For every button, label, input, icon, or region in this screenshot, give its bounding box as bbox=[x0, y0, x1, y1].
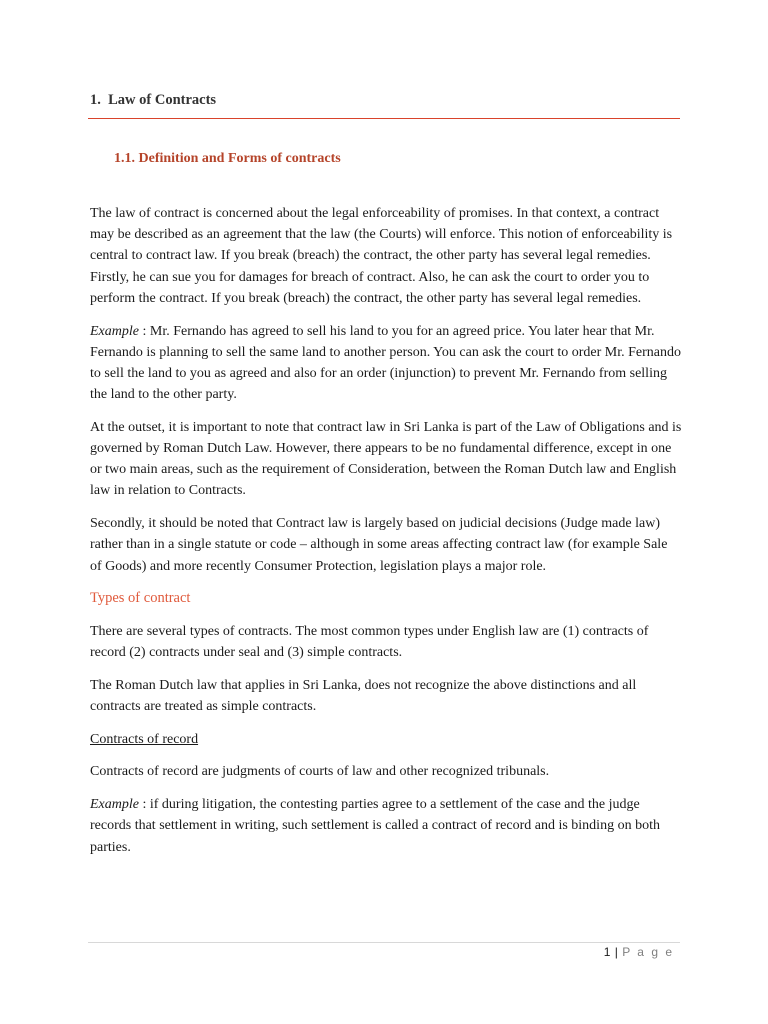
example-label: Example bbox=[90, 797, 139, 813]
example-text: : Mr. Fernando has agreed to sell his land to you for an agreed price. You later hear that Mr. Fernando is planning to sell the same land to another person. You can ask the court to order Mr. Fernando to sell the land to you as agreed and also for an order (injunction) to prevent Mr. Fernando from selling the land to the other party. bbox=[90, 323, 681, 403]
paragraph-record-definition: Contracts of record are judgments of courts of law and other recognized tribunals. bbox=[90, 764, 550, 780]
contracts-of-record-heading: Contracts of record bbox=[90, 731, 199, 747]
paragraph-sri-lanka-law: At the outset, it is important to note that contract law in Sri Lanka is part of the Law of Obligations and is governed by Roman Dutch Law. However, there appears to be no fundamental difference, except in one or two main areas, such as the requirement of Consideration, between the Roman Dutch law and English law in relation to Contracts. bbox=[90, 419, 682, 499]
section-heading bbox=[90, 92, 216, 109]
paragraph-roman-dutch: The Roman Dutch law that applies in Sri Lanka, does not recognize the above distinctions and all contracts are treated as simple contracts. bbox=[90, 677, 637, 715]
paragraph-example-fernando bbox=[90, 321, 682, 406]
page-word: P a g e bbox=[622, 945, 674, 959]
page-number: 1 bbox=[603, 945, 611, 959]
footer-rule bbox=[88, 942, 680, 943]
types-of-contract-heading: Types of contract bbox=[90, 590, 191, 607]
example-label: Example bbox=[90, 323, 139, 339]
paragraph-example-litigation bbox=[90, 794, 682, 858]
section-number: 1. bbox=[90, 92, 101, 108]
page-footer bbox=[604, 945, 674, 959]
paragraph-types: There are several types of contracts. The most common types under English law are (1) contracts of record (2) contracts under seal and (3) simple contracts. bbox=[90, 623, 649, 661]
page-separator: | bbox=[614, 945, 619, 959]
heading-rule bbox=[88, 118, 680, 119]
paragraph-judicial-decisions: Secondly, it should be noted that Contract law is largely based on judicial decisions (Judge made law) rather than in a single statute or code – although in some areas affecting contract law (for example Sale of Goods) and more recently Consumer Protection, legislation plays a major role. bbox=[90, 516, 668, 574]
example-text: : if during litigation, the contesting parties agree to a settlement of the case and the judge records that settlement in writing, such settlement is called a contract of record and is binding on both parties. bbox=[90, 797, 660, 855]
section-title: Law of Contracts bbox=[108, 92, 217, 108]
body-text bbox=[90, 203, 682, 869]
paragraph-definition: The law of contract is concerned about the legal enforceability of promises. In that context, a contract may be described as an agreement that the law (the Courts) will enforce. This notion of enforceability is central to contract law. If you break (breach) the contract, the other party has several legal remedies. Firstly, he can sue you for damages for breach of contract. Also, he can ask the court to order you to perform the contract. If you break (breach) the contract, the other party has several legal remedies. bbox=[90, 206, 673, 306]
subsection-heading: 1.1. Definition and Forms of contracts bbox=[114, 151, 341, 166]
